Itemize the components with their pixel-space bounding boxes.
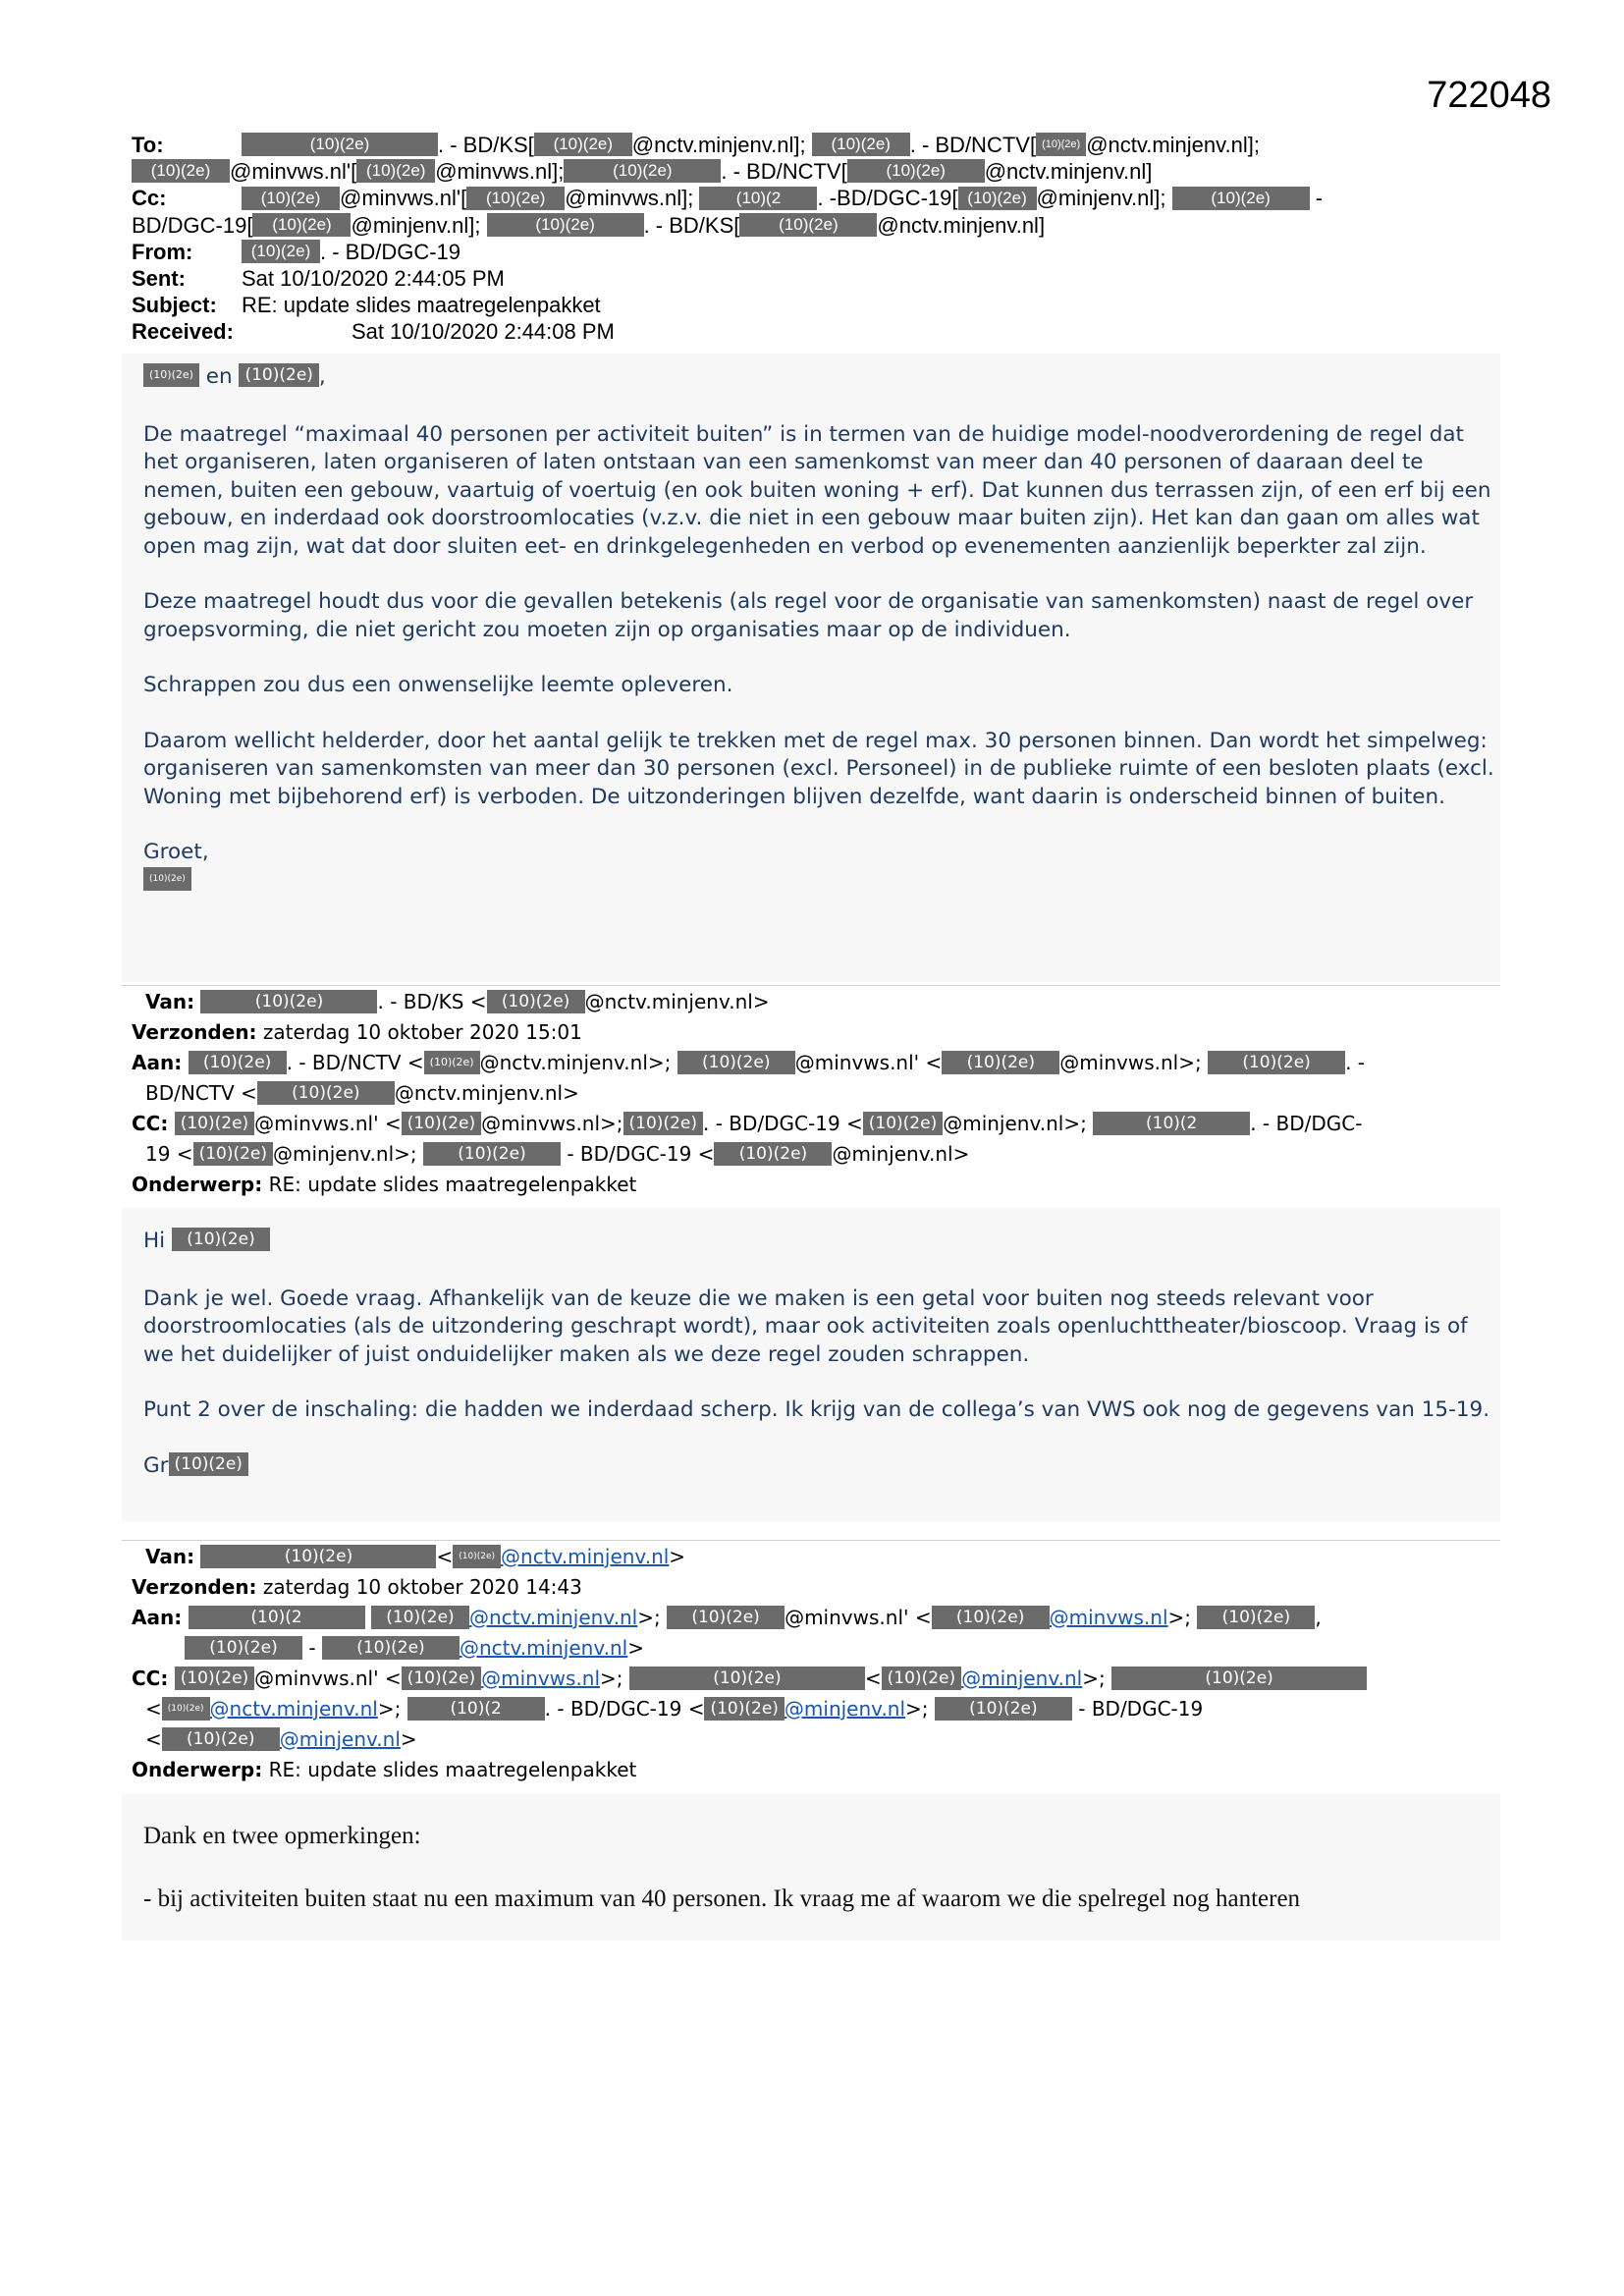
redaction: (10)(2e): [453, 1545, 501, 1568]
received-row: [132, 318, 1506, 345]
redaction: (10)(2e): [1036, 133, 1086, 156]
to-text: @minvws.nl];: [435, 159, 565, 185]
email-link[interactable]: @nctv.minjenv.nl: [209, 1697, 378, 1721]
redaction: (10)(2e): [667, 1606, 785, 1629]
subject-value: RE: update slides maatregelenpakket: [242, 292, 601, 317]
redaction: (10)(2e): [958, 187, 1037, 210]
cc-text: . -BD/DGC-19[: [817, 186, 958, 211]
signoff: [143, 1452, 1498, 1481]
sent-row: [132, 265, 1506, 292]
cc-text: . - BD/DGC-19 <: [702, 1112, 863, 1135]
verzonden-row: [132, 1572, 1506, 1603]
paragraph: Deze maatregel houdt dus voor die gevallen betekenis (als regel voor de organisatie van samenkomsten) naast de regel over groepsvorming, die niet gericht zou moeten zijn op organisaties maar op de individuen.: [143, 589, 1474, 642]
to-text: . - BD/NCTV[: [721, 159, 847, 185]
to-text: . - BD/KS[: [438, 133, 534, 157]
redaction: (10)(2e): [1111, 1667, 1367, 1690]
cc-label: CC:: [132, 1667, 169, 1690]
verzonden-label: Verzonden:: [132, 1575, 257, 1599]
greeting-text: en: [205, 364, 233, 389]
onderwerp-value: RE: update slides maatregelenpakket: [268, 1173, 637, 1196]
separator: [122, 1540, 1500, 1541]
separator: [122, 985, 1500, 986]
paragraph: Dank je wel. Goede vraag. Afhankelijk van de keuze die we maken is een getal voor buiten nog steeds relevant voor doorstroomlocaties (als de uitzondering geschrapt wordt), maar ook activiteiten zoals openluchttheater/bioscoop. Vraag is of we het duidelijker of juist onduidelijker maken als we deze regel zouden schrappen.: [143, 1285, 1468, 1367]
redaction: (10)(2e): [193, 1142, 273, 1166]
cc-text: 19 <: [145, 1142, 193, 1166]
greeting-text: Hi: [143, 1229, 166, 1253]
redaction: (10)(2e): [200, 1545, 436, 1568]
paragraph: Daarom wellicht helderder, door het aantal gelijk te trekken met de regel max. 30 personen binnen. Dan wordt het simpelweg: organiseren van samenkomsten van meer dan 30 personen (excl. Personeel) in de publieke ruimte of een besloten plaats (excl. Woning met bijbehorend erf) is verboden. De uitzonderingen blijven dezelfde, want daarin is onderscheid binnen of buiten.: [143, 728, 1494, 809]
redaction: (10)(2e): [242, 240, 320, 263]
verzonden-value: zaterdag 10 oktober 2020 15:01: [262, 1020, 582, 1044]
cc-text: @minjenv.nl];: [351, 212, 481, 238]
redaction: (10)(2e): [534, 133, 632, 156]
subject-row: [132, 292, 1506, 318]
cc-row: CC: (10)(2e) @minvws.nl' < (10)(2e) @minvws.nl>; (10)(2e) < (10)(2e) @minjenv.nl>; (10)(2e): [132, 1664, 1506, 1694]
message-3-body: [143, 1821, 1498, 1946]
cc-text: BD/DGC-19[: [132, 212, 253, 238]
redaction: (10)(2e): [242, 187, 340, 210]
cc-text: @minvws.nl' <: [254, 1112, 402, 1135]
redaction: (10)(2e): [322, 1636, 460, 1660]
cc-text: @minvws.nl];: [565, 186, 694, 211]
redaction: (10)(2e): [175, 1112, 254, 1135]
cc-text: - BD/DGC-19 <: [567, 1142, 715, 1166]
document-number: 722048: [1427, 75, 1551, 116]
cc-text: -: [1315, 186, 1324, 211]
redaction: (10)(2: [407, 1697, 545, 1721]
cc-row-2: [132, 1139, 1506, 1170]
redaction: (10)(2e): [252, 213, 351, 237]
to-row-2: [132, 158, 1506, 185]
from-label: From:: [132, 239, 193, 264]
email-link[interactable]: @nctv.minjenv.nl: [468, 1606, 638, 1629]
cc-label: Cc:: [132, 186, 167, 211]
redaction: (10)(2e): [623, 1112, 703, 1135]
received-label: Received:: [132, 318, 234, 344]
greeting-text: ,: [318, 364, 326, 389]
email-link[interactable]: @minjenv.nl: [279, 1727, 401, 1751]
cc-text: @minvws.nl'[: [340, 186, 467, 211]
paragraph: - bij activiteiten buiten staat nu een maximum van 40 personen. Ik vraag me af waarom we die spelregel nog hanteren: [143, 1886, 1301, 1912]
cc-row-3: < (10)(2e) @minjenv.nl>: [145, 1727, 417, 1751]
cc-row-2: [132, 212, 1506, 239]
aan-row-2: [132, 1078, 1506, 1109]
onderwerp-label: Onderwerp:: [132, 1173, 263, 1196]
van-row: Van: (10)(2e) < (10)(2e) @nctv.minjenv.nl>: [145, 1545, 686, 1568]
redaction: (10)(2e): [487, 213, 644, 237]
cc-text: @minjenv.nl];: [1036, 186, 1166, 211]
verzonden-row: [132, 1017, 1506, 1048]
to-text: @minvws.nl'[: [230, 159, 357, 185]
van-label: Van:: [145, 1545, 195, 1568]
redaction: (10)(2e): [677, 1051, 795, 1074]
van-text: @nctv.minjenv.nl>: [584, 990, 770, 1013]
closing-text: Groet,: [143, 840, 209, 864]
cc-row: [132, 1109, 1506, 1139]
cc-text: @nctv.minjenv.nl]: [877, 212, 1046, 238]
verzonden-value: zaterdag 10 oktober 2020 14:43: [262, 1575, 582, 1599]
redaction: (10)(2e): [714, 1142, 832, 1166]
redaction: (10)(2e): [812, 133, 910, 156]
onderwerp-value: RE: update slides maatregelenpakket: [268, 1758, 637, 1781]
cc-text: @minjenv.nl>;: [943, 1112, 1087, 1135]
redaction: (10)(2e): [402, 1667, 481, 1690]
redaction: (10)(2e): [423, 1142, 561, 1166]
aan-text: . - BD/NCTV <: [286, 1051, 424, 1074]
redaction: (10)(2e): [169, 1452, 248, 1476]
redaction: (10)(2e): [932, 1606, 1050, 1629]
cc-text: @minvws.nl>;: [481, 1112, 623, 1135]
sent-label: Sent:: [132, 265, 186, 291]
redaction: (10)(2e): [629, 1667, 865, 1690]
to-row: [132, 132, 1506, 158]
redaction: (10)(2e): [371, 1606, 469, 1629]
to-text: . - BD/NCTV[: [909, 133, 1037, 157]
cc-text: @minvws.nl' <: [254, 1667, 402, 1690]
redaction: (10)(2e): [356, 159, 435, 183]
van-text: . - BD/KS <: [377, 990, 487, 1013]
email-link[interactable]: @minjenv.nl: [784, 1697, 906, 1721]
redaction: (10)(2e): [175, 1667, 254, 1690]
redaction: (10)(2e): [132, 159, 230, 183]
email-link[interactable]: @minvws.nl: [481, 1667, 601, 1690]
email-header: [132, 132, 1506, 345]
van-label: Van:: [145, 990, 195, 1013]
sent-value: Sat 10/10/2020 2:44:05 PM: [242, 265, 505, 291]
aan-text: BD/NCTV <: [145, 1081, 257, 1105]
redaction: (10)(2: [699, 187, 817, 210]
subject-label: Subject:: [132, 292, 217, 317]
aan-label: Aan:: [132, 1051, 183, 1074]
redaction: (10)(2e): [1208, 1051, 1345, 1074]
redaction: (10)(2: [1093, 1112, 1250, 1135]
to-label: To:: [132, 133, 164, 157]
cc-text: @minjenv.nl>: [832, 1142, 970, 1166]
cc-text: - BD/DGC-19: [1078, 1697, 1204, 1721]
van-row: [132, 987, 1506, 1017]
aan-row-2: (10)(2e) - (10)(2e) @nctv.minjenv.nl>: [132, 1633, 1506, 1664]
aan-row: Aan: (10)(2 (10)(2e) @nctv.minjenv.nl>; (10)(2e) @minvws.nl' < (10)(2e) @minvws.nl>; (10)(2e) ,: [132, 1606, 1322, 1629]
cc-row-2: < (10)(2e) @nctv.minjenv.nl>; (10)(2 . - BD/DGC-19 < (10)(2e) @minjenv.nl>; (10)(2e) - BD/DGC-19: [145, 1697, 1204, 1721]
redaction: (10)(2e): [739, 213, 877, 237]
onderwerp-label: Onderwerp:: [132, 1758, 263, 1781]
to-text: @nctv.minjenv.nl];: [1086, 133, 1260, 157]
message-2-header: [132, 987, 1506, 1200]
redaction: (10)(2e): [424, 1051, 480, 1074]
redaction: (10)(2e): [1172, 187, 1310, 210]
signoff-text: Gr: [143, 1452, 169, 1478]
verzonden-label: Verzonden:: [132, 1020, 257, 1044]
from-row: [132, 239, 1506, 265]
message-2-body: [143, 1228, 1498, 1480]
cc-text: . - BD/KS[: [643, 212, 740, 238]
to-text: @nctv.minjenv.nl]: [984, 159, 1153, 185]
cc-row: [132, 185, 1506, 211]
redaction: (10)(2e): [704, 1697, 784, 1721]
paragraph: De maatregel “maximaal 40 personen per activiteit buiten” is in termen van de huidige model-noodverordening de regel dat het organiseren, laten organiseren of laten ontstaan van een samenkomst van meer dan 40 personen of daaraan deel te nemen, buiten een gebouw, vaartuig of voertuig (en ook buiten woning + erf). Dat kunnen dus terrassen zijn, of een erf bij een gebouw, en inderdaad ook doorstroomlocaties (v.z.v. die niet in een gebouw maar buiten zijn). Het kan dan gaan om alles wat open mag zijn, wat dat door sluiten eet- en drinkgelegenheden en verbod op evenementen aanzienlijk beperkter zal zijn.: [143, 421, 1491, 559]
cc-label: CC:: [132, 1112, 169, 1135]
redaction: (10)(2e): [200, 990, 377, 1013]
greeting: [143, 1228, 1498, 1256]
redaction: (10)(2e): [863, 1112, 943, 1135]
from-value: . - BD/DGC-19: [320, 239, 461, 264]
aan-text: @minvws.nl>;: [1059, 1051, 1202, 1074]
aan-row: [132, 1048, 1506, 1078]
message-1-body: [143, 363, 1498, 895]
redaction: (10)(2e): [564, 159, 721, 183]
received-value: Sat 10/10/2020 2:44:08 PM: [352, 318, 615, 344]
redaction: (10)(2e): [882, 1667, 961, 1690]
redaction: (10)(2e): [162, 1727, 280, 1751]
aan-text: @nctv.minjenv.nl>: [394, 1081, 579, 1105]
redaction: (10)(2e): [487, 990, 585, 1013]
redaction: (10)(2e): [189, 1051, 287, 1074]
redaction: (10)(2e): [172, 1228, 270, 1251]
aan-text: @nctv.minjenv.nl>;: [479, 1051, 672, 1074]
redaction: (10)(2e): [143, 363, 199, 387]
email-link[interactable]: @nctv.minjenv.nl: [459, 1636, 628, 1660]
redaction: (10)(2e): [942, 1051, 1059, 1074]
redaction: (10)(2e): [162, 1697, 210, 1721]
aan-text: . -: [1345, 1051, 1365, 1074]
onderwerp-row: [132, 1755, 1506, 1785]
aan-text: @minvws.nl' <: [785, 1606, 932, 1629]
redaction: (10)(2e): [935, 1697, 1072, 1721]
redaction: (10)(2e): [847, 159, 985, 183]
paragraph: Punt 2 over de inschaling: die hadden we inderdaad scherp. Ik krijg van de collega’s van VWS ook nog de gegevens van 15-19.: [143, 1397, 1490, 1422]
redaction: (10)(2e): [257, 1081, 395, 1105]
redaction: (10)(2e): [185, 1636, 302, 1660]
redaction: (10)(2e): [242, 133, 438, 156]
email-link[interactable]: @nctv.minjenv.nl: [501, 1545, 670, 1568]
cc-text: @minjenv.nl>;: [273, 1142, 417, 1166]
paragraph: Schrappen zou dus een onwenselijke leemte opleveren.: [143, 673, 733, 697]
redaction: (10)(2e): [143, 867, 191, 891]
redaction: (10)(2e): [1197, 1606, 1315, 1629]
redaction: (10)(2e): [402, 1112, 481, 1135]
closing: [143, 839, 1498, 895]
cc-text: . - BD/DGC-: [1250, 1112, 1363, 1135]
paragraph: Dank en twee opmerkingen:: [143, 1823, 421, 1849]
message-3-header: [132, 1542, 1506, 1785]
redaction: (10)(2e): [239, 363, 318, 387]
email-link[interactable]: @minvws.nl: [1049, 1606, 1168, 1629]
redaction: (10)(2e): [466, 187, 565, 210]
redaction: (10)(2: [189, 1606, 365, 1629]
aan-text: @minvws.nl' <: [794, 1051, 943, 1074]
email-link[interactable]: @minjenv.nl: [961, 1667, 1083, 1690]
onderwerp-row: [132, 1170, 1506, 1200]
aan-label: Aan:: [132, 1606, 183, 1629]
cc-text: . - BD/DGC-19 <: [544, 1697, 705, 1721]
to-text: @nctv.minjenv.nl];: [631, 133, 806, 157]
greeting: [143, 363, 1498, 392]
